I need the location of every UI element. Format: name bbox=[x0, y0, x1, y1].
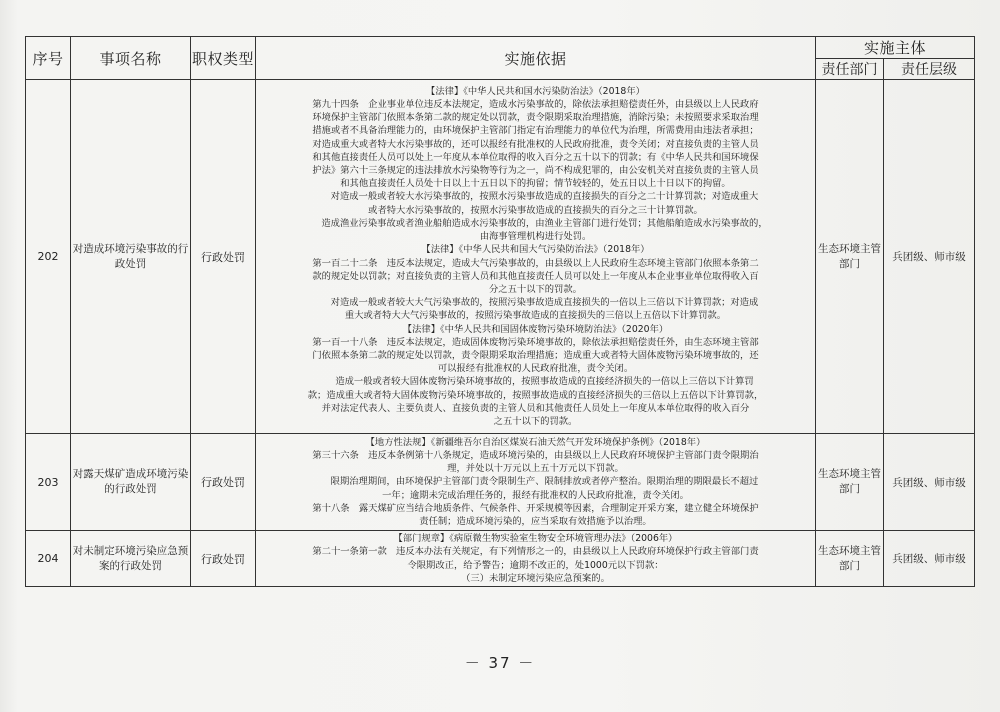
basis-line: 造成一般或者较大固体废物污染环境事故的，按照事故造成的直接经济损失的一倍以上三倍以下计算罚 bbox=[335, 376, 754, 388]
header-subject: 实施主体 bbox=[816, 37, 975, 59]
row-power-type: 行政处罚 bbox=[191, 80, 256, 434]
administrative-penalty-table bbox=[25, 36, 975, 587]
header-seq: 序号 bbox=[26, 37, 71, 80]
basis-line: 和其他直接责任人员可以处上一年度从本单位取得的收入百分之五十以下的罚款；有《中华人民共和国环境保 bbox=[312, 151, 759, 163]
basis-line: 款；造成重大或者特大固体废物污染环境事故的，按照事故造成的直接经济损失的三倍以上五倍以下计算罚款， bbox=[307, 389, 764, 401]
row-dept: 生态环境主管部门 bbox=[816, 80, 884, 434]
basis-line: 款的规定处以罚款；对直接负责的主管人员和其他直接责任人员可以处上一年度从本企业事业单位取得收入百 bbox=[312, 270, 759, 282]
row-seq: 203 bbox=[26, 434, 71, 531]
header-basis: 实施依据 bbox=[256, 37, 816, 80]
basis-line: 门依照本条第二款的规定处以罚款，责令限期采取治理措施；造成重大或者特大固体废物污染环境事故的，还 bbox=[312, 349, 759, 361]
table-row bbox=[26, 434, 975, 531]
row-power-type: 行政处罚 bbox=[191, 531, 256, 587]
basis-line: 并对法定代表人、主要负责人、直接负责的主管人员和其他责任人员处上一年度从本单位取得的收入百分 bbox=[321, 402, 750, 414]
basis-line: 重大或者特大大气污染事故的，按照污染事故造成的直接损失的三倍以上五倍以下计算罚款。 bbox=[344, 310, 727, 322]
header-item-name: 事项名称 bbox=[71, 37, 191, 80]
row-basis bbox=[256, 80, 816, 434]
row-item-name: 对造成环境污染事故的行政处罚 bbox=[71, 80, 191, 434]
basis-line: 责任制；造成环境污染的，应当采取有效措施予以治理。 bbox=[419, 516, 652, 527]
header-level: 责任层级 bbox=[884, 59, 975, 80]
basis-line: 令限期改正，给予警告；逾期不改正的，处1000元以下罚款： bbox=[407, 559, 664, 571]
row-seq: 202 bbox=[26, 80, 71, 434]
basis-line: 第九十四条 企业事业单位违反本法规定，造成水污染事故的，除依法承担赔偿责任外，由县级以上人民政府 bbox=[312, 99, 759, 111]
basis-line: 一年；逾期未完成治理任务的，报经有批准权的人民政府批准，责令关闭。 bbox=[382, 489, 689, 501]
row-dept: 生态环境主管部门 bbox=[816, 434, 884, 531]
basis-line: 环境保护主管部门依照本条第二款的规定处以罚款，责令限期采取治理措施，消除污染；未按照要求采取治理 bbox=[312, 112, 759, 124]
basis-line: 护法》第六十三条规定的违法排放水污染物等行为之一，尚不构成犯罪的，由公安机关对直接负责的主管人员 bbox=[312, 165, 759, 177]
header-power-type: 职权类型 bbox=[191, 37, 256, 80]
basis-line: 分之五十以下的罚款。 bbox=[489, 283, 582, 295]
row-level: 兵团级、师市级 bbox=[884, 434, 975, 531]
table-row bbox=[26, 80, 975, 434]
basis-line: 第三十六条 违反本条例第十八条规定，造成环境污染的，由县级以上人民政府环境保护主管部门责令限期治 bbox=[312, 449, 759, 461]
basis-line: （三）未制定环境污染应急预案的。 bbox=[461, 572, 610, 584]
basis-line: 限期治理期间，由环境保护主管部门责令限制生产、限制排放或者停产整治。限期治理的期限最长不超过 bbox=[330, 476, 759, 488]
basis-line: 和其他直接责任人员处十日以上十五日以下的拘留；情节较轻的，处五日以上十日以下的拘留。 bbox=[340, 178, 731, 190]
basis-line: 理，并处以十万元以上五十万元以下罚款。 bbox=[447, 463, 624, 475]
basis-line: 第二十一条第一款 违反本办法有关规定，有下列情形之一的，由县级以上人民政府环境保护行政主管部门责 bbox=[312, 546, 759, 558]
basis-line: 【法律】《中华人民共和国固体废物污染环境防治法》（2020年） bbox=[402, 323, 669, 335]
row-basis bbox=[256, 531, 816, 587]
row-seq: 204 bbox=[26, 531, 71, 587]
basis-line: 对造成一般或者较大水污染事故的，按照水污染事故造成的直接损失的百分之二十计算罚款；对造成重大 bbox=[330, 191, 759, 203]
basis-line: 【法律】《中华人民共和国大气污染防治法》（2018年） bbox=[421, 244, 650, 256]
row-level: 兵团级、师市级 bbox=[884, 531, 975, 587]
header-dept: 责任部门 bbox=[816, 59, 884, 80]
row-power-type: 行政处罚 bbox=[191, 434, 256, 531]
row-item-name: 对未制定环境污染应急预案的行政处罚 bbox=[71, 531, 191, 587]
basis-line: 【法律】《中华人民共和国水污染防治法》（2018年） bbox=[426, 85, 645, 97]
table-row bbox=[26, 531, 975, 587]
basis-line: 对造成一般或者较大大气污染事故的，按照污染事故造成直接损失的一倍以上三倍以下计算罚款；对造成 bbox=[330, 297, 759, 309]
basis-line: 造成渔业污染事故或者渔业船舶造成水污染事故的，由渔业主管部门进行处罚；其他船舶造成水污染事故的， bbox=[321, 217, 768, 229]
row-item-name: 对露天煤矿造成环境污染的行政处罚 bbox=[71, 434, 191, 531]
basis-line: 【地方性法规】《新疆维吾尔自治区煤炭石油天然气开发环境保护条例》（2018年） bbox=[365, 436, 706, 448]
row-level: 兵团级、师市级 bbox=[884, 80, 975, 434]
page-number: － 37 － bbox=[464, 654, 536, 672]
basis-line: 措施或者不具备治理能力的，由环境保护主管部门指定有治理能力的单位代为治理，所需费用由违法者承担； bbox=[312, 125, 759, 137]
basis-line: 【部门规章】《病原微生物实验室生物安全环境管理办法》（2006年） bbox=[393, 533, 678, 545]
basis-line: 之五十以下的罚款。 bbox=[493, 415, 578, 427]
basis-line: 第十八条 露天煤矿应当结合地质条件、气候条件、开采规模等因素，合理制定开采方案，建立健全环境保护 bbox=[312, 502, 759, 514]
row-dept: 生态环境主管部门 bbox=[816, 531, 884, 587]
basis-line: 第一百二十二条 违反本法规定，造成大气污染事故的，由县级以上人民政府生态环境主管部门依照本条第二 bbox=[312, 257, 759, 269]
basis-line: 第一百一十八条 违反本法规定，造成固体废物污染环境事故的，除依法承担赔偿责任外，由生态环境主管部 bbox=[312, 336, 759, 348]
basis-line: 可以报经有批准权的人民政府批准，责令关闭。 bbox=[437, 363, 634, 375]
basis-line: 或者特大水污染事故的，按照水污染事故造成的直接损失的百分之三十计算罚款。 bbox=[368, 204, 703, 216]
row-basis bbox=[256, 434, 816, 531]
basis-line: 对造成重大或者特大水污染事故的，还可以报经有批准权的人民政府批准，责令关闭；对直接负责的主管人员 bbox=[312, 138, 759, 150]
basis-line: 由海事管理机构进行处罚。 bbox=[479, 231, 592, 243]
